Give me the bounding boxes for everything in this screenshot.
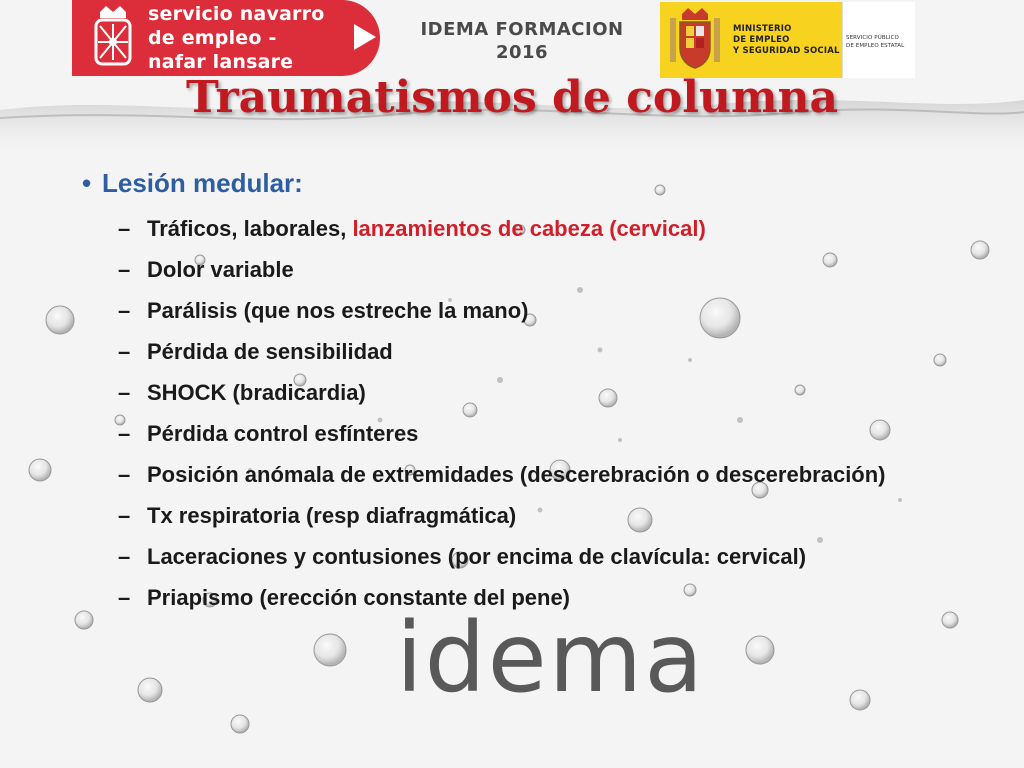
- list-item: [118, 294, 998, 335]
- dash-marker: –: [118, 585, 131, 610]
- event-title-line-2: 2016: [495, 42, 549, 63]
- dash-marker: –: [118, 421, 131, 446]
- list-item-text: Priapismo (erección constante del pene): [147, 585, 571, 610]
- dash-marker: –: [118, 216, 131, 241]
- bullet-text: Lesión medular:: [102, 168, 303, 198]
- dash-marker: –: [118, 462, 131, 487]
- list-item-text: Pérdida control esfínteres: [147, 421, 419, 446]
- list-item-text: Tx respiratoria (resp diafragmática): [147, 503, 517, 528]
- list-item: [118, 376, 998, 417]
- list-item-text: Dolor variable: [147, 257, 294, 282]
- list-item: [118, 417, 998, 458]
- sne-line-1: servicio navarro: [148, 3, 325, 25]
- dash-marker: –: [118, 339, 131, 364]
- list-item: [118, 540, 998, 581]
- list-item: [118, 581, 998, 622]
- bullet-dot: •: [82, 168, 92, 198]
- dash-marker: –: [118, 544, 131, 569]
- list-item-text: Tráficos, laborales,: [147, 216, 353, 241]
- ministerio-line-2: DE EMPLEO: [733, 35, 790, 45]
- list-item-text: Pérdida de sensibilidad: [147, 339, 393, 364]
- ministerio-line-1: MINISTERIO: [733, 24, 792, 34]
- dash-marker: –: [118, 380, 131, 405]
- list-item: [118, 458, 998, 499]
- list-item-text: Laceraciones y contusiones (por encima de clavícula: cervical): [147, 544, 807, 569]
- list-item-text: Parálisis (que nos estreche la mano): [147, 298, 529, 323]
- dash-marker: –: [118, 503, 131, 528]
- ministerio-line-3: Y SEGURIDAD SOCIAL: [733, 46, 840, 56]
- sepe-line-1: SERVICIO PÚBLICO: [846, 35, 899, 41]
- list-item: [118, 212, 998, 253]
- list-item-text: Posición anómala de extremidades (descerebración o descerebración): [147, 462, 886, 487]
- slide-title: Traumatismos de columna: [185, 72, 839, 123]
- list-item: [118, 253, 998, 294]
- dash-marker: –: [118, 298, 131, 323]
- list-item-text: SHOCK (bradicardia): [147, 380, 366, 405]
- sne-line-2: de empleo -: [148, 27, 277, 49]
- event-title-line-1: IDEMA FORMACION: [420, 19, 624, 40]
- idema-watermark-logo: idema: [396, 602, 706, 714]
- sub-bullet-list: [118, 212, 998, 622]
- sepe-line-2: DE EMPLEO ESTATAL: [846, 43, 905, 49]
- dash-marker: –: [118, 257, 131, 282]
- list-item: [118, 335, 998, 376]
- sne-line-3: nafar lansare: [148, 51, 294, 73]
- list-item: [118, 499, 998, 540]
- list-item-highlight: lanzamientos de cabeza (cervical): [352, 216, 706, 241]
